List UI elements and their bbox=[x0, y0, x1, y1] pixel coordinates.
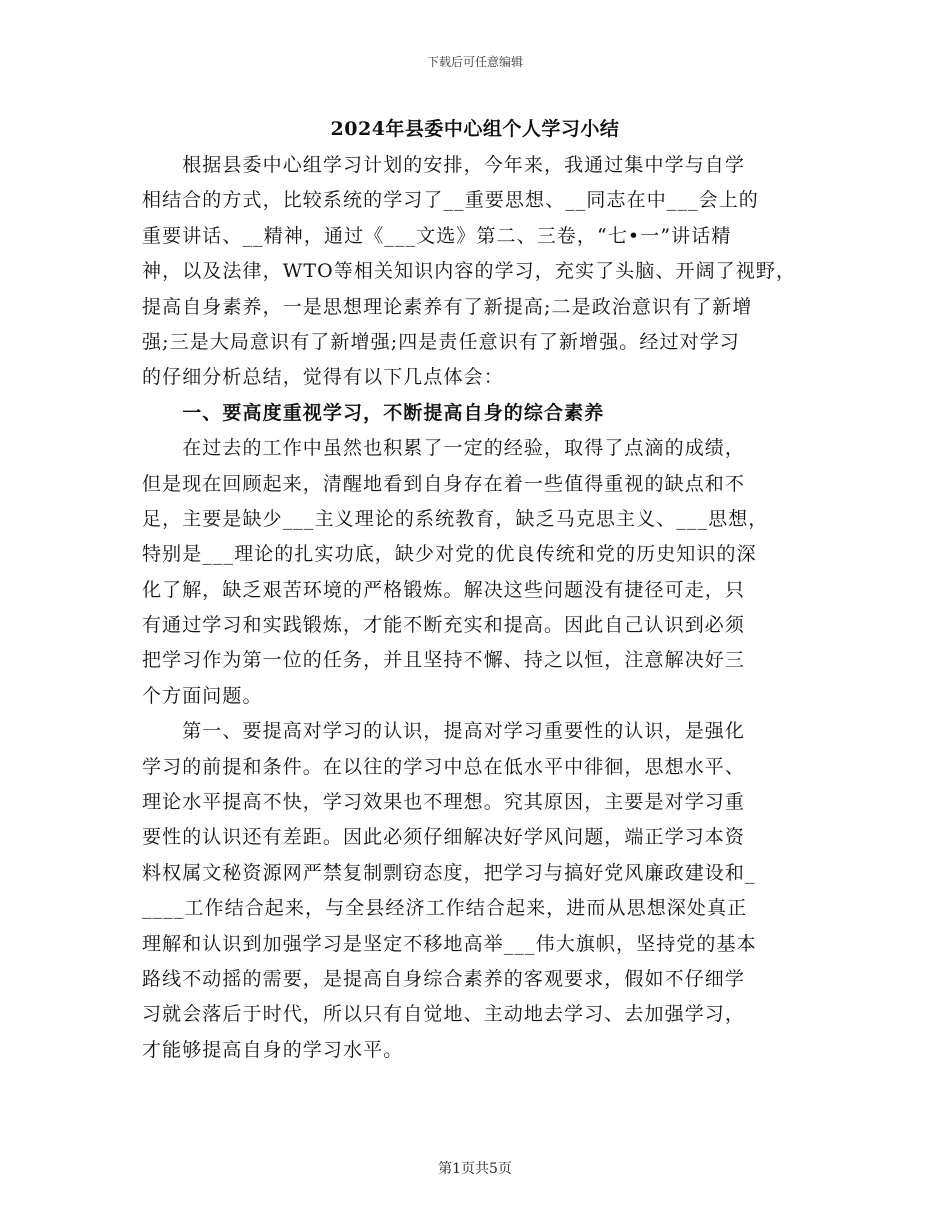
document-title: 2024年县委中心组个人学习小结 bbox=[330, 118, 620, 140]
paragraph-line: 才能够提高自身的学习水平。 bbox=[142, 1038, 404, 1061]
paragraph-line: 路线不动摇的需要，是提高自身综合素养的客观要求，假如不仔细学 bbox=[142, 967, 746, 990]
paragraph-line: 的仔细分析总结，觉得有以下几点体会： bbox=[142, 366, 504, 389]
paragraph-line: 但是现在回顾起来，清醒地看到自身存在着一些值得重视的缺点和不 bbox=[142, 472, 746, 495]
paragraph-line: 足，主要是缺少___主义理论的系统教育，缺乏马克思主义、___思想， bbox=[142, 507, 769, 530]
paragraph-line: 个方面问题。 bbox=[142, 684, 263, 707]
paragraph-line: 第一、要提高对学习的认识，提高对学习重要性的认识，是强化 bbox=[142, 720, 746, 743]
paragraph-line: 提高自身素养，一是思想理论素养有了新提高;二是政治意识有了新增 bbox=[142, 295, 753, 318]
paragraph-line: ____工作结合起来，与全县经济工作结合起来，进而从思想深处真正 bbox=[142, 897, 748, 920]
paragraph-line: 强;三是大局意识有了新增强;四是责任意识有了新增强。经过对学习 bbox=[142, 330, 740, 353]
section-heading: 一、要高度重视学习，不断提高自身的综合素养 bbox=[142, 401, 605, 424]
page-number: 第1页共5页 bbox=[438, 1161, 512, 1177]
paragraph-line: 理论水平提高不快，学习效果也不理想。究其原因，主要是对学习重 bbox=[142, 791, 746, 814]
paragraph-line: 把学习作为第一位的任务，并且坚持不懈、持之以恒，注意解决好三 bbox=[142, 649, 746, 672]
paragraph-line: 特别是___理论的扎实功底，缺少对党的优良传统和党的历史知识的深 bbox=[142, 543, 757, 566]
paragraph-line: 料权属文秘资源网严禁复制剽窃态度，把学习与搞好党风廉政建设和_ bbox=[142, 861, 756, 884]
paragraph-line: 相结合的方式，比较系统的学习了__重要思想、__同志在中___会上的 bbox=[142, 189, 759, 212]
paragraph-line: 习就会落后于时代，所以只有自觉地、主动地去学习、去加强学习， bbox=[142, 1003, 746, 1026]
page-header-note: 下载后可任意编辑 bbox=[426, 55, 523, 69]
paragraph-line: 重要讲话、__精神，通过《___文选》第二、三卷，“七•一”讲话精 bbox=[142, 224, 732, 247]
paragraph-line: 化了解，缺乏艰苦环境的严格锻炼。解决这些问题没有捷径可走，只 bbox=[142, 578, 746, 601]
paragraph-line: 根据县委中心组学习计划的安排，今年来，我通过集中学与自学 bbox=[142, 154, 746, 176]
paragraph-line: 有通过学习和实践锻炼，才能不断充实和提高。因此自己认识到必须 bbox=[142, 614, 746, 637]
paragraph-line: 神，以及法律，WTO等相关知识内容的学习，充实了头脑、开阔了视野， bbox=[142, 260, 797, 283]
paragraph-line: 在过去的工作中虽然也积累了一定的经验，取得了点滴的成绩， bbox=[142, 437, 746, 460]
document-body bbox=[142, 148, 822, 1068]
paragraph-line: 学习的前提和条件。在以往的学习中总在低水平中徘徊，思想水平、 bbox=[142, 755, 746, 778]
paragraph-line: 理解和认识到加强学习是坚定不移地高举___伟大旗帜，坚持党的基本 bbox=[142, 932, 757, 955]
paragraph-line: 要性的认识还有差距。因此必须仔细解决好学风问题，端正学习本资 bbox=[142, 826, 746, 849]
